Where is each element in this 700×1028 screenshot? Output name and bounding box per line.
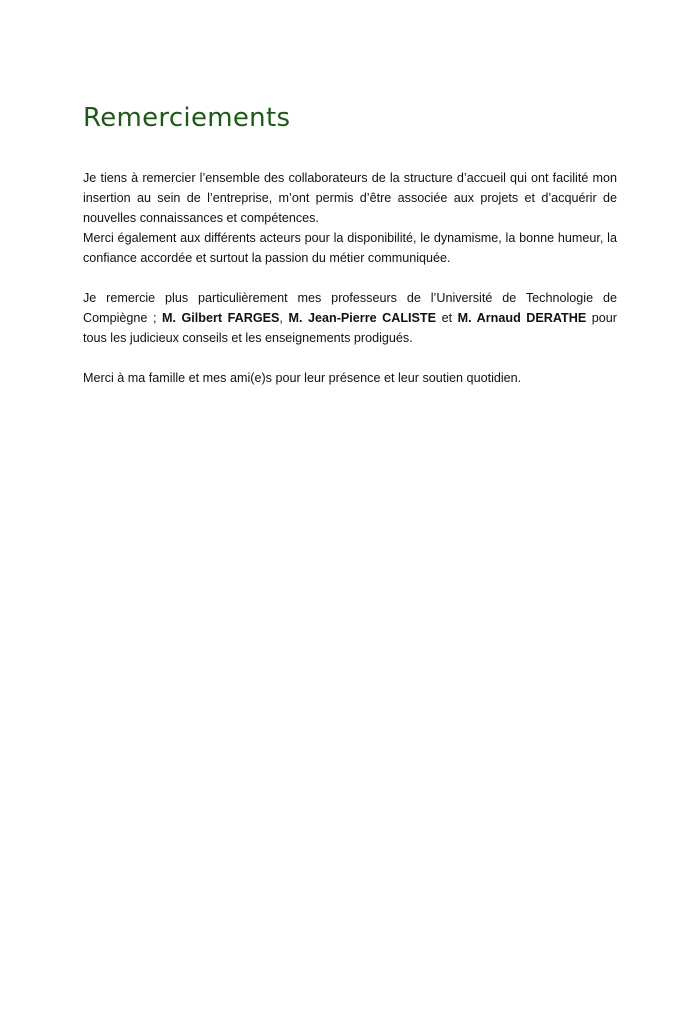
professors-intro: Je remercie plus particulièrement mes professeurs de l’Université de Technologie de Compiègne ; (83, 291, 617, 325)
paragraph-professors (83, 288, 617, 348)
acknowledgements-body (83, 168, 617, 388)
separator: , (279, 311, 289, 325)
professor-name: M. Jean-Pierre CALISTE (288, 311, 437, 325)
page-title: Remerciements (83, 103, 291, 133)
paragraph-actors: Merci également aux différents acteurs pour la disponibilité, le dynamisme, la bonne humeur, la confiance accordée et surtout la passion du métier communiquée. (83, 231, 617, 265)
separator: et (436, 311, 458, 325)
professor-name: M. Arnaud DERATHE (457, 311, 587, 325)
professors-outro: pour tous les judicieux conseils et les enseignements prodigués. (83, 311, 617, 345)
paragraph-family: Merci à ma famille et mes ami(e)s pour leur présence et leur soutien quotidien. (83, 371, 522, 385)
professor-name: M. Gilbert FARGES (161, 311, 280, 325)
paragraph-collaborators: Je tiens à remercier l’ensemble des collaborateurs de la structure d’accueil qui ont facilité mon insertion au sein de l’entreprise, m’ont permis d’être associée aux projets et d’acquérir de nouvelles connaissances et compétences. (83, 171, 617, 225)
